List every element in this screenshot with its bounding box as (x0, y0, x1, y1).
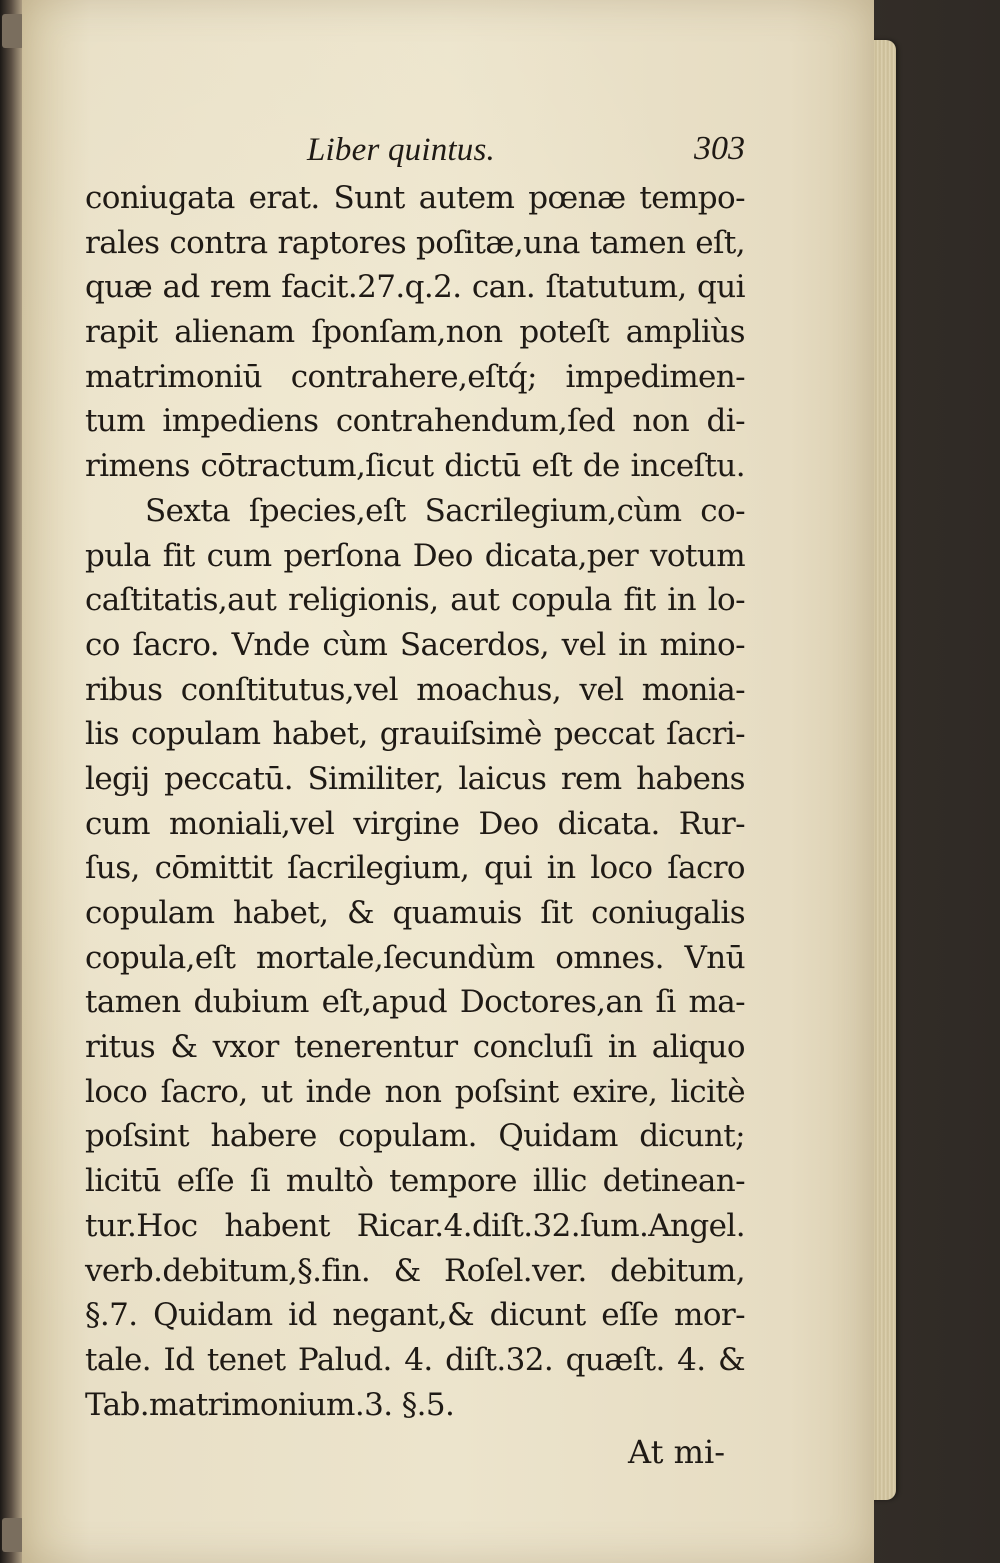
paragraph-end-line: Tab.matrimonium.3. §.5. (85, 1386, 455, 1423)
text-line: tur.Hoc habent Ricar.4.diſt.32.ſum.Angel. (85, 1207, 745, 1244)
text-line: lis copulam habet, grauiſsimè peccat ſacri- (85, 716, 745, 753)
text-line: quæ ad rem facit.27.q.2. can. ſtatutum, qui (85, 269, 745, 306)
text-line: licitū eſſe ſi multò tempore illic detinean- (85, 1163, 745, 1200)
body-text (85, 176, 745, 1427)
text-line: co ſacro. Vnde cùm Sacerdos, vel in mino- (85, 626, 745, 663)
paragraph-start-line: Sexta ſpecies,eſt Sacrilegium,cùm co- (145, 492, 745, 529)
running-head (85, 130, 745, 180)
text-line: ribus conſtitutus,vel moachus, vel monia- (85, 671, 745, 708)
text-line: rapit alienam ſponſam,non poteſt ampliùs (85, 314, 745, 351)
book-page (22, 0, 874, 1563)
text-line: pula fit cum perſona Deo dicata,per votum (85, 537, 745, 574)
page-number: 303 (694, 130, 745, 167)
text-line: cum moniali,vel virgine Deo dicata. Rur- (85, 805, 745, 842)
text-line: rales contra raptores poſitæ,una tamen eſt, (85, 224, 745, 261)
catchword: At mi- (628, 1433, 725, 1472)
text-line: coniugata erat. Sunt autem pœnæ tempo- (85, 180, 745, 216)
book-clamp-top (2, 14, 24, 48)
text-block (85, 130, 745, 1489)
text-line: ritus & vxor tenerentur concluſi in aliquo (85, 1029, 745, 1066)
text-line: tale. Id tenet Palud. 4. diſt.32. quæſt. 4. & (85, 1341, 745, 1378)
text-line: ſus, cōmittit ſacrilegium, qui in loco ſacro (85, 850, 745, 887)
text-line: verb.debitum,§.fin. & Roſel.ver. debitum, (85, 1252, 745, 1289)
catchword-row (85, 1433, 745, 1489)
text-line: caſtitatis,aut religionis, aut copula fit in lo- (85, 582, 745, 619)
text-line: copulam habet, & quamuis ſit coniugalis (85, 895, 745, 931)
text-line: tum impediens contrahendum,ſed non di- (85, 403, 745, 440)
book-clamp-bottom (2, 1518, 24, 1552)
text-line: matrimoniū contrahere,eſtq́; impedimen- (85, 358, 745, 395)
running-head-title: Liber quintus. (307, 132, 495, 168)
text-line: loco ſacro, ut inde non poſsint exire, licitè (85, 1073, 745, 1110)
text-line: rimens cōtractum,ſicut dictū eſt de inceſtu. (85, 448, 745, 485)
text-line: legij peccatū. Similiter, laicus rem habens (85, 760, 745, 797)
text-line: tamen dubium eſt,apud Doctores,an ſi ma- (85, 984, 745, 1021)
text-line: §.7. Quidam id negant,& dicunt eſſe mor- (85, 1297, 745, 1334)
text-line: poſsint habere copulam. Quidam dicunt; (85, 1118, 745, 1155)
text-line: copula,eſt mortale,ſecundùm omnes. Vnū (85, 939, 745, 976)
